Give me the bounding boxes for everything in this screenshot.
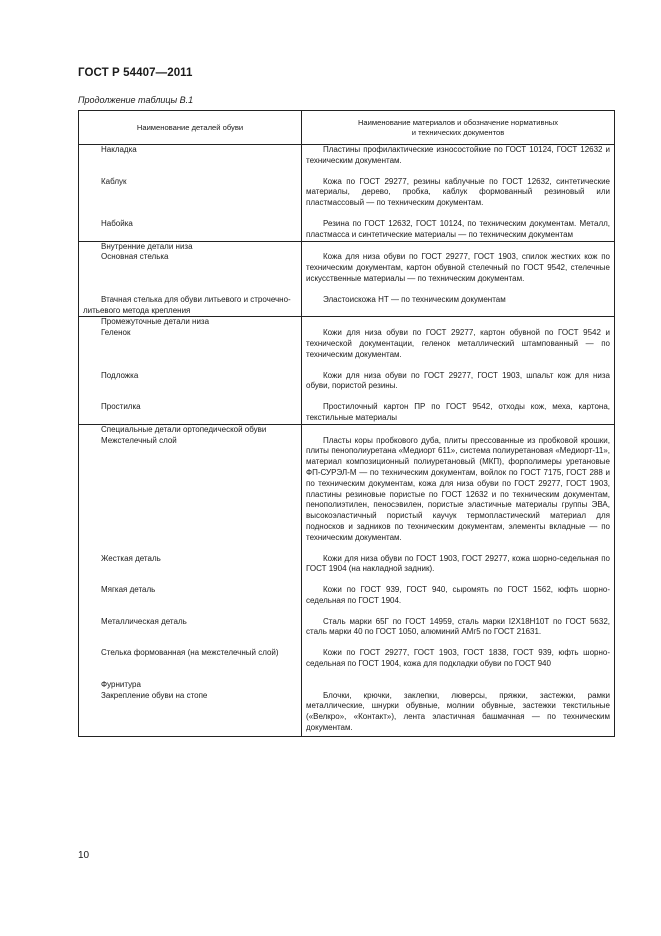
part-materials: Пластины профилактические износостойкие по ГОСТ 10124, ГОСТ 12632 и техническим документам.: [302, 145, 615, 167]
table-row: [79, 328, 615, 360]
part-name: Простилка: [79, 402, 302, 424]
table-row: [79, 617, 615, 639]
part-materials: Кожи для низа обуви по ГОСТ 1903, ГОСТ 29277, кожа шорно-седельная по ГОСТ 1904 (на накладной задник).: [302, 554, 615, 576]
part-materials: Простилочный картон ПР по ГОСТ 9542, отходы кож, меха, картона, текстильные материалы: [302, 402, 615, 424]
table-row: [79, 219, 615, 241]
page-number: 10: [78, 850, 90, 861]
part-materials: Кожи по ГОСТ 939, ГОСТ 940, сыромять по ГОСТ 1562, юфть шорно-седельная по ГОСТ 1904.: [302, 585, 615, 607]
part-materials: Кожи для низа обуви по ГОСТ 29277, ГОСТ 1903, шпальт кож для низа обуви, пористой резины.: [302, 371, 615, 393]
part-name: Межстелечный слой: [79, 436, 302, 544]
materials-table: [78, 110, 615, 737]
part-name: Набойка: [79, 219, 302, 241]
part-name: Металлическая деталь: [79, 617, 302, 639]
table-row: [79, 648, 615, 670]
table-row: [79, 680, 615, 691]
column-header-materials: [302, 111, 615, 145]
part-materials: Сталь марки 65Г по ГОСТ 14959, сталь марки I2Х18Н10Т по ГОСТ 5632, сталь марки 40 по ГОСТ 1050, алюминий АМг5 по ГОСТ 21631.: [302, 617, 615, 639]
group-title: Фурнитура: [79, 680, 302, 691]
table-row: [79, 585, 615, 607]
part-name: Основная стелька: [79, 252, 302, 284]
table-row: [79, 402, 615, 424]
part-materials: Резина по ГОСТ 12632, ГОСТ 10124, по техническим документам. Металл, пластмасса и синтетические материалы — по техническим документам: [302, 219, 615, 241]
table-row: [79, 252, 615, 284]
group-title: Внутренние детали низа: [79, 241, 302, 252]
table-row: [79, 317, 615, 328]
column-header-parts: Наименование деталей обуви: [79, 111, 302, 145]
table-row: [79, 436, 615, 544]
part-name: Закрепление обуви на стопе: [79, 691, 302, 737]
part-materials: Кожа для низа обуви по ГОСТ 29277, ГОСТ 1903, спилок жестких кож по техническим документам, картон обувной стелечный по ГОСТ 9542, стелечные искусственные материалы — по техническим документам.: [302, 252, 615, 284]
part-name: Подложка: [79, 371, 302, 393]
table-row: [79, 295, 615, 317]
group-title: Специальные детали ортопедической обуви: [79, 424, 302, 435]
part-name: Накладка: [79, 145, 302, 167]
table-row: [79, 371, 615, 393]
table-row: [79, 691, 615, 737]
table-row: [79, 424, 615, 435]
part-materials: Кожи по ГОСТ 29277, ГОСТ 1903, ГОСТ 1838, ГОСТ 939, юфть шорно-седельная по ГОСТ 1904, кожа для подкладки обуви по ГОСТ 940: [302, 648, 615, 670]
table-header-row: [79, 111, 615, 145]
part-name: Мягкая деталь: [79, 585, 302, 607]
table-row: [79, 241, 615, 252]
part-materials: Блочки, крючки, заклепки, люверсы, пряжки, застежки, рамки металлические, шнурки обувные, молнии обувные, застежки текстильные («Велкро», «Контакт»), лента эластичная башмачная — по техническим документам.: [302, 691, 615, 737]
part-materials: Эластоискожа НТ — по техническим документам: [302, 295, 615, 317]
table-row: [79, 145, 615, 167]
part-name: Каблук: [79, 177, 302, 209]
table-row: [79, 177, 615, 209]
part-name: Втачная стелька для обуви литьевого и строчечно-литьевого метода крепления: [79, 295, 302, 317]
table-continuation-caption: Продолжение таблицы В.1: [78, 95, 194, 105]
part-materials: Пласты коры пробкового дуба, плиты прессованные из пробковой крошки, плиты пенополиуретана «Медиорт 611», система полиуретановая «Медиорт-11», материал композиционный полиуретановый (МКП), форполимеры уретановые ФП-СУРЭЛ-М — по техническим документам, войлок по ГОСТ 7175, ГОСТ 288 и по техническим документам, кожа для низа обуви по ГОСТ 29277, ГОСТ 1903, пластины резиновые пористые по ГОСТ 12632 и по техническим документам, пенополиэтилен, пеносэвилен, пористые эластичные материалы группы ЭВА, высокоэластичный пористый каучук термопластический материал для подносков и задников по техническим документам, элементы вкладные — по техническим документам.: [302, 436, 615, 544]
part-name: Стелька формованная (на межстелечный слой): [79, 648, 302, 670]
column-header-materials-line1: Наименование материалов и обозначение нормативных: [357, 117, 559, 127]
part-materials: Кожа по ГОСТ 29277, резины каблучные по ГОСТ 12632, синтетические материалы, дерево, пробка, каблук формованный резиновый или пластмассовый — по техническим документам.: [302, 177, 615, 209]
group-title: Промежуточные детали низа: [79, 317, 302, 328]
part-name: Жесткая деталь: [79, 554, 302, 576]
column-header-materials-line2: и технических документов: [411, 127, 505, 137]
table-row: [79, 554, 615, 576]
part-materials: Кожи для низа обуви по ГОСТ 29277, картон обувной по ГОСТ 9542 и технической документации, геленок металлический штампованный — по техническим документам.: [302, 328, 615, 360]
part-name: Геленок: [79, 328, 302, 360]
document-code: ГОСТ Р 54407—2011: [78, 67, 193, 79]
